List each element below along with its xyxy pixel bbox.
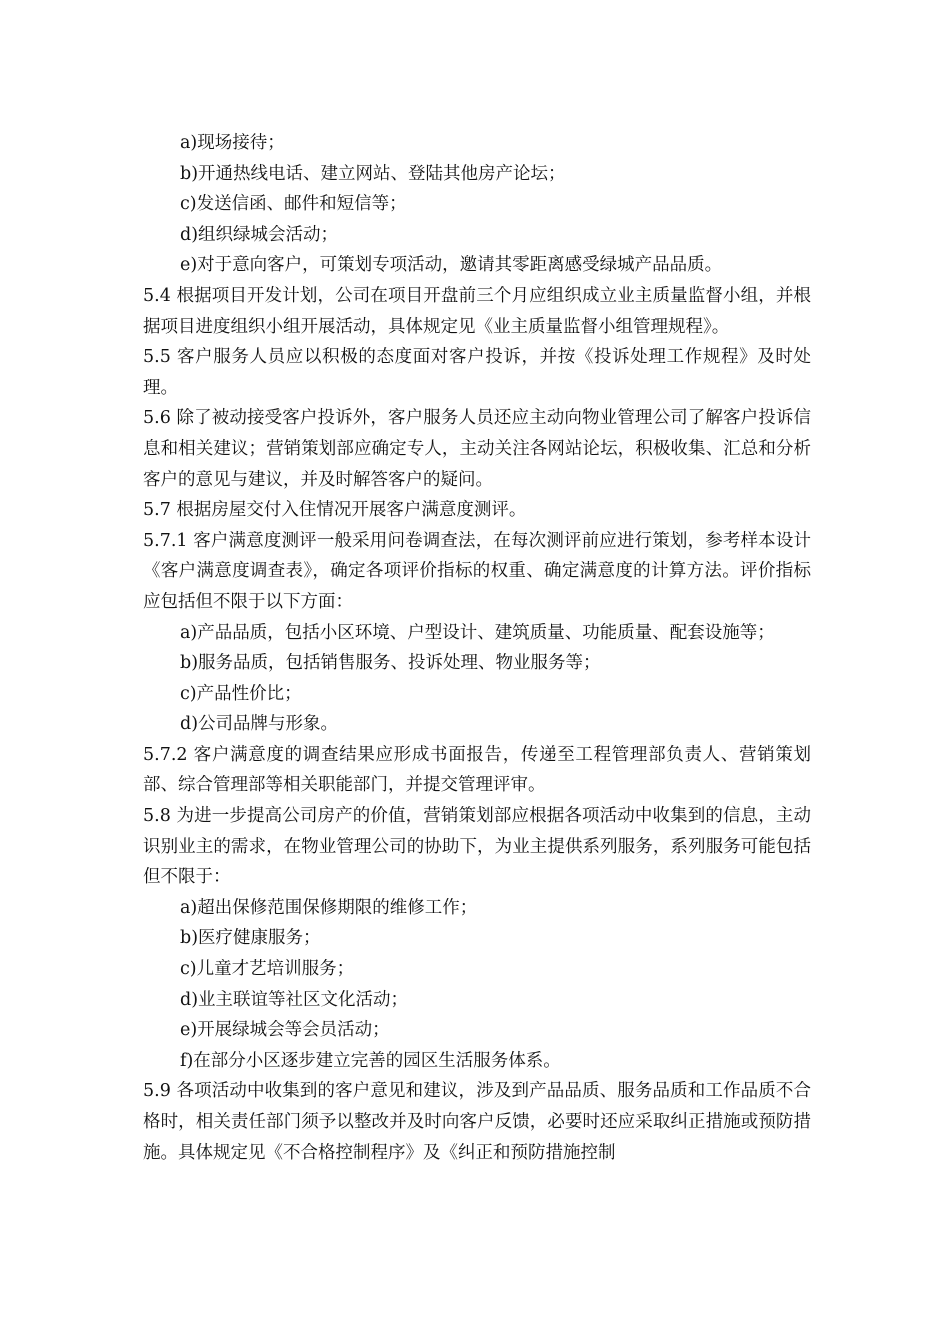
list-item: e)开展绿城会等会员活动；	[180, 1020, 390, 1041]
clause-5-5: 5.5 客户服务人员应以积极的态度面对客户投诉，并按《投诉处理工作规程》及时处理。	[143, 347, 811, 398]
clause-5-4: 5.4 根据项目开发计划，公司在项目开盘前三个月应组织成立业主质量监督小组，并根据项目进度组织小组开展活动，具体规定见《业主质量监督小组管理规程》。	[143, 285, 811, 337]
list-item: d)公司品牌与形象。	[180, 714, 339, 735]
list-item: a)产品品质，包括小区环境、户型设计、建筑质量、功能质量、配套设施等；	[180, 622, 775, 643]
clause-5-7: 5.7 根据房屋交付入住情况开展客户满意度测评。	[143, 500, 527, 521]
list-item: e)对于意向客户，可策划专项活动，邀请其零距离感受绿城产品品质。	[180, 255, 723, 276]
list-item: f)在部分小区逐步建立完善的园区生活服务体系。	[180, 1050, 561, 1071]
clause-5-9: 5.9 各项活动中收集到的客户意见和建议，涉及到产品品质、服务品质和工作品质不合格时，相关责任部门须予以整改并及时向客户反馈，必要时还应采取纠正措施或预防措施。具体规定见《不合格控制程序》及《纠正和预防措施控制	[143, 1081, 811, 1163]
document-body	[143, 128, 811, 1168]
clause-5-7-2: 5.7.2 客户满意度的调查结果应形成书面报告，传递至工程管理部负责人、营销策划部、综合管理部等相关职能部门，并提交管理评审。	[143, 744, 811, 796]
list-item: b)医疗健康服务；	[180, 928, 321, 949]
list-item: d)业主联谊等社区文化活动；	[180, 989, 409, 1010]
list-item: a)超出保修范围保修期限的维修工作；	[180, 897, 478, 918]
list-item: d)组织绿城会活动；	[180, 224, 339, 245]
list-item: c)发送信函、邮件和短信等；	[180, 194, 407, 215]
list-item: b)开通热线电话、建立网站、登陆其他房产论坛；	[180, 163, 566, 184]
list-item: a)现场接待；	[180, 133, 285, 153]
list-item: c)儿童才艺培训服务；	[180, 959, 355, 980]
clause-5-6: 5.6 除了被动接受客户投诉外，客户服务人员还应主动向物业管理公司了解客户投诉信息和相关建议；营销策划部应确定专人，主动关注各网站论坛，积极收集、汇总和分析客户的意见与建议，并及时解答客户的疑问。	[143, 408, 811, 490]
list-item: c)产品性价比；	[180, 683, 302, 704]
clause-5-8: 5.8 为进一步提高公司房产的价值，营销策划部应根据各项活动中收集到的信息，主动识别业主的需求，在物业管理公司的协助下，为业主提供系列服务，系列服务可能包括但不限于：	[143, 806, 811, 888]
list-item: b)服务品质，包括销售服务、投诉处理、物业服务等；	[180, 653, 601, 674]
clause-5-7-1: 5.7.1 客户满意度测评一般采用问卷调查法，在每次测评前应进行策划，参考样本设计《客户满意度调查表》，确定各项评价指标的权重、确定满意度的计算方法。评价指标应包括但不限于以下方面：	[143, 530, 811, 612]
